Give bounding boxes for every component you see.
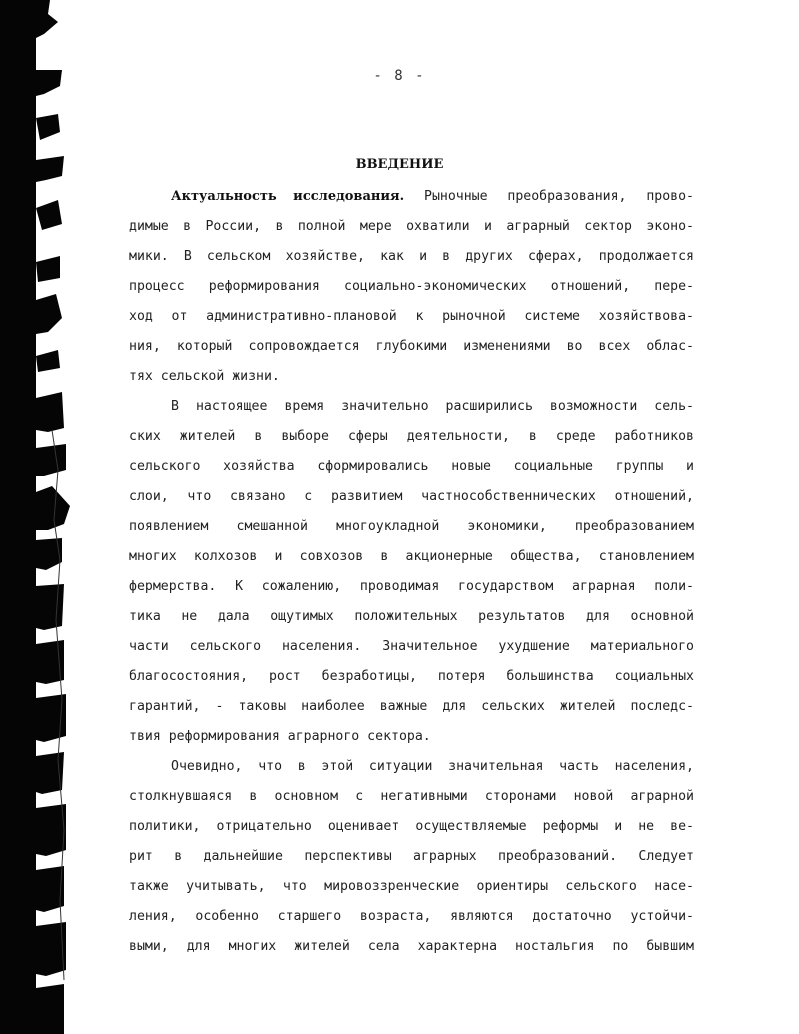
- paragraph-2-line-1: В настоящее время значительно расширились возможности сель-: [171, 399, 694, 414]
- paragraph-1-line-4: процесс реформирования социально-экономических отношений, пере-: [129, 279, 694, 294]
- paragraph-3-line-2: столкнувшаяся в основном с негативными сторонами новой аграрной: [129, 789, 694, 804]
- paragraph-1-line-3: мики. В сельском хозяйстве, как и в других сферах, продолжается: [129, 249, 694, 264]
- paragraph-1-line-2: димые в России, в полной мере охватили и аграрный сектор эконо-: [129, 219, 694, 234]
- paragraph-3-line-3: политики, отрицательно оценивает осуществляемые реформы и не ве-: [129, 819, 694, 834]
- paragraph-2-line-2: ских жителей в выборе сферы деятельности, в среде работников: [129, 429, 694, 444]
- paragraph-2-line-6: многих колхозов и совхозов в акционерные общества, становлением: [129, 549, 694, 564]
- paragraph-2-line-3: сельского хозяйства сформировались новые социальные группы и: [129, 459, 694, 474]
- paragraph-1-line-1: Актуальность исследования. Рыночные преобразования, прово-: [171, 189, 694, 204]
- paragraph-2-line-5: появлением смешанной многоукладной экономики, преобразованием: [129, 519, 694, 534]
- paragraph-3-line-5: также учитывать, что мировоззренческие ориентиры сельского насе-: [129, 879, 694, 894]
- paragraph-3-line-7: выми, для многих жителей села характерна ностальгия по бывшим: [129, 939, 694, 954]
- paragraph-1-lead: Актуальность исследования.: [171, 189, 405, 204]
- paragraph-3-line-4: рит в дальнейшие перспективы аграрных преобразований. Следует: [129, 849, 694, 864]
- paragraph-1-line-5: ход от административно-плановой к рыночной системе хозяйствова-: [129, 309, 694, 324]
- paragraph-2-line-10: благосостояния, рост безработицы, потеря большинства социальных: [129, 669, 694, 684]
- paragraph-2-line-4: слои, что связано с развитием частнособственнических отношений,: [129, 489, 694, 504]
- paragraph-1-line-7: тях сельской жизни.: [129, 369, 280, 384]
- paragraph-3-line-1: Очевидно, что в этой ситуации значительная часть населения,: [171, 759, 694, 774]
- paragraph-2-line-9: части сельского населения. Значительное ухудшение материального: [129, 639, 694, 654]
- paragraph-3-line-6: ления, особенно старшего возраста, являются достаточно устойчи-: [129, 909, 694, 924]
- paragraph-2-line-11: гарантий, - таковы наиболее важные для сельских жителей последс-: [129, 699, 694, 714]
- paragraph-1-line-6: ния, который сопровождается глубокими изменениями во всех облас-: [129, 339, 694, 354]
- paragraph-2-line-7: фермерства. К сожалению, проводимая государством аграрная поли-: [129, 579, 694, 594]
- paragraph-2-line-8: тика не дала ощутимых положительных результатов для основной: [129, 609, 694, 624]
- section-heading: ВВЕДЕНИЕ: [355, 157, 444, 172]
- page-number: - 8 -: [373, 68, 426, 84]
- scan-edge-artifact: [0, 0, 80, 1034]
- paragraph-2-line-12: твия реформирования аграрного сектора.: [129, 729, 431, 744]
